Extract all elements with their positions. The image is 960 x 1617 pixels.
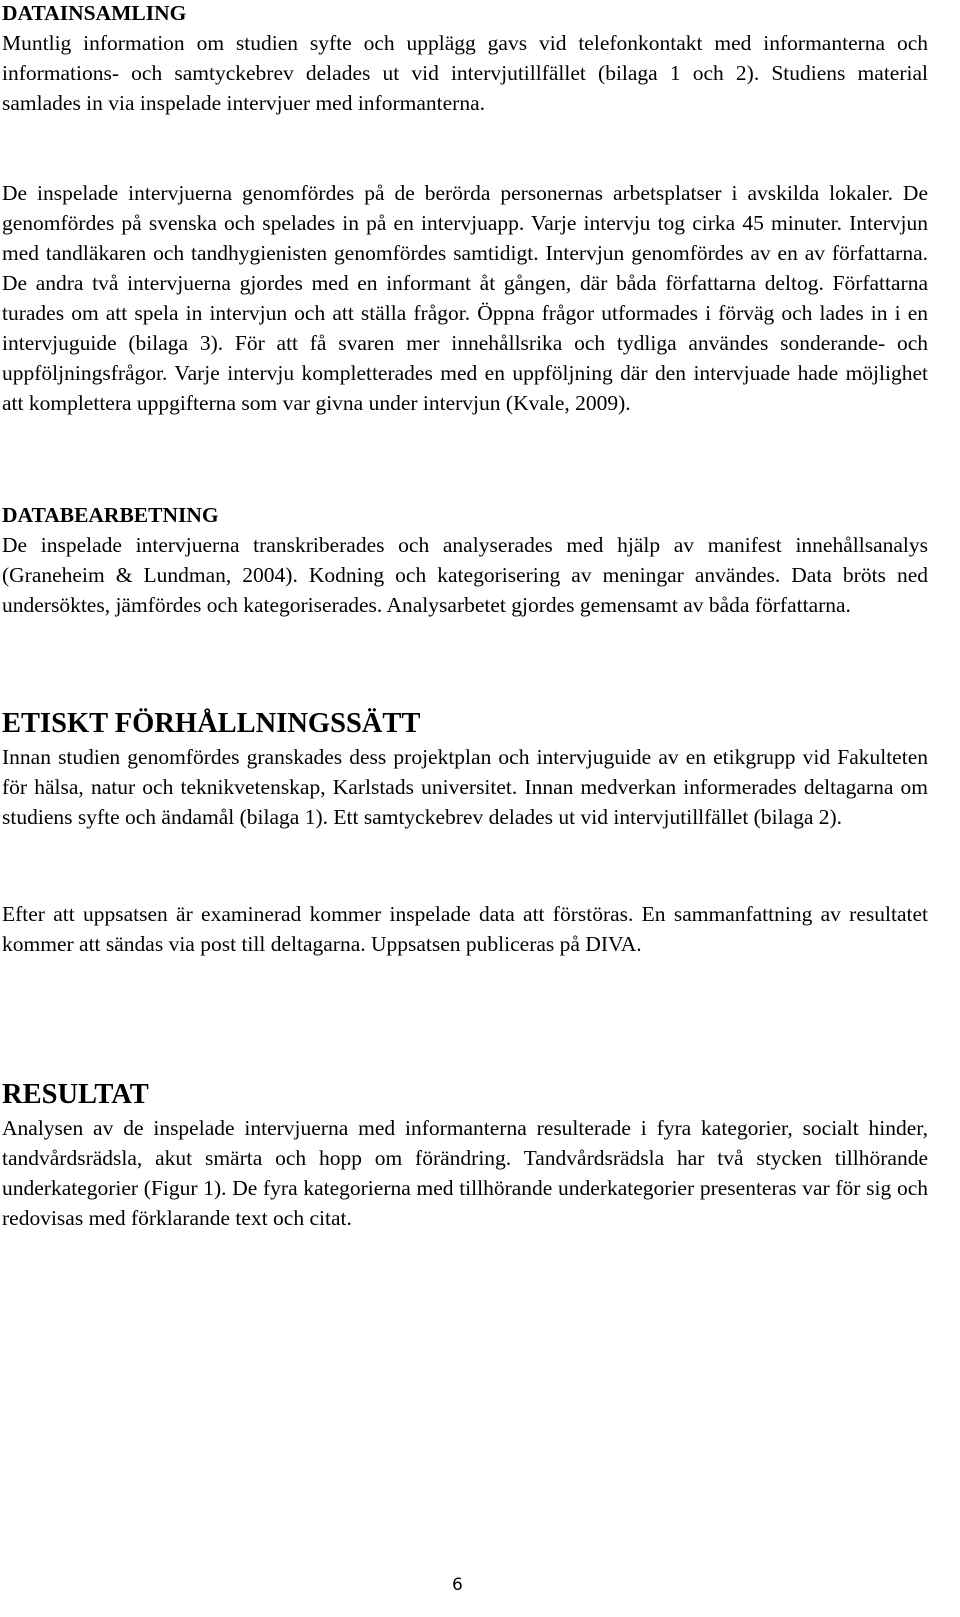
paragraph-datainsamling-1: Muntlig information om studien syfte och upplägg gavs vid telefonkontakt med informanterna och informations- och samtyckebrev delades ut vid intervjutillfället (bilaga 1 och 2). Studiens material samlades in via inspelade intervjuer med informanterna. [2, 31, 928, 115]
section-datainsamling [2, 0, 928, 118]
paragraph-etiskt-2: Efter att uppsatsen är examinerad kommer inspelade data att förstöras. En sammanfattning av resultatet kommer att sändas via post till deltagarna. Uppsatsen publiceras på DIVA. [2, 902, 928, 956]
section-resultat [2, 1077, 928, 1233]
section-databearbetning [2, 500, 928, 620]
section-etiskt [2, 706, 928, 832]
paragraph-databearbetning-1: De inspelade intervjuerna transkriberades och analyserades med hjälp av manifest innehållsanalys (Graneheim & Lundman, 2004). Kodning och kategorisering av meningar användes. Data bröts ned undersöktes, jämfördes och kategoriserades. Analysarbetet gjordes gemensamt av båda författarna. [2, 533, 928, 617]
paragraph-etiskt-1: Innan studien genomfördes granskades dess projektplan och intervjuguide av en etikgrupp vid Fakulteten för hälsa, natur och teknikvetenskap, Karlstads universitet. Innan medverkan informerades deltagarna om studiens syfte och ändamål (bilaga 1). Ett samtyckebrev delades ut vid intervjutillfället (bilaga 2). [2, 745, 928, 829]
paragraph-resultat-1: Analysen av de inspelade intervjuerna med informanterna resulterade i fyra kategorier, socialt hinder, tandvårdsrädsla, akut smärta och hopp om förändring. Tandvårdsrädsla har två stycken tillhörande underkategorier (Figur 1). De fyra kategorierna med tillhörande underkategorier presenteras var för sig och redovisas med förklarande text och citat. [2, 1116, 928, 1230]
section-etiskt-cont [2, 899, 928, 959]
section-heading-databearbetning: DATABEARBETNING [2, 503, 219, 527]
section-datainsamling-cont [2, 178, 928, 418]
section-heading-resultat: RESULTAT [2, 1079, 149, 1110]
section-heading-datainsamling: DATAINSAMLING [2, 1, 187, 25]
paragraph-datainsamling-2: De inspelade intervjuerna genomfördes på de berörda personernas arbetsplatser i avskilda lokaler. De genomfördes på svenska och spelades in på en intervjuapp. Varje intervju tog cirka 45 minuter. Intervjun med tandläkaren och tandhygienisten genomfördes samtidigt. Intervjun genomfördes av en av författarna. De andra två intervjuerna gjordes med en informant åt gången, där båda författarna deltog. Författarna turades om att spela in intervjun och att ställa frågor. Öppna frågor utformades i förväg och lades in i en intervjuguide (bilaga 3). För att få svaren mer innehållsrika och tydliga användes sonderande- och uppföljningsfrågor. Varje intervju kompletterades med en uppföljning där den intervjuade hade möjlighet att komplettera uppgifterna som var givna under intervjun (Kvale, 2009). [2, 181, 928, 415]
section-heading-etiskt: ETISKT FÖRHÅLLNINGSSÄTT [2, 708, 421, 739]
page-number: 6 [452, 1575, 463, 1595]
